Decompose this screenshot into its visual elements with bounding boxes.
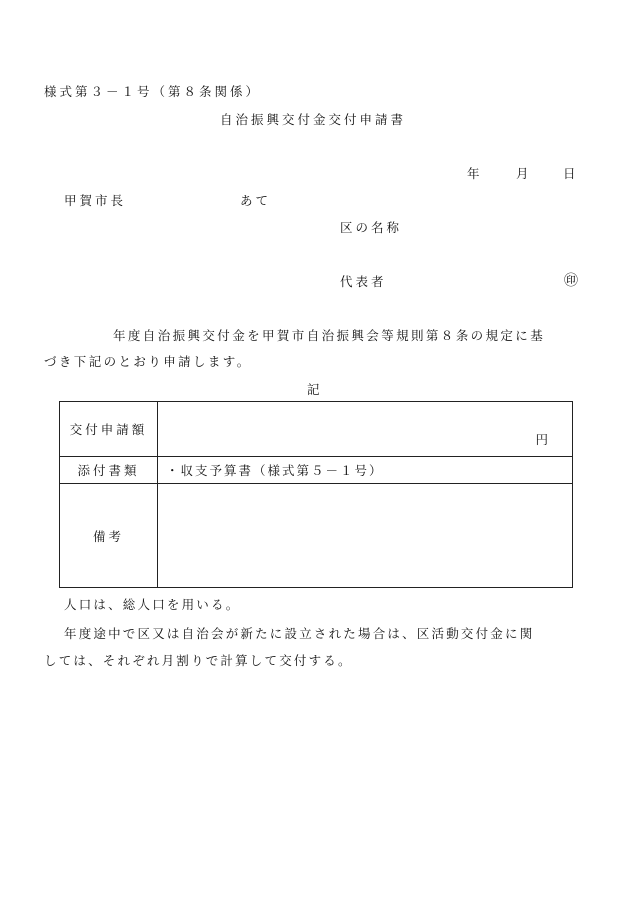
table-row-remarks — [60, 484, 573, 588]
table-row-amount — [60, 402, 573, 457]
remarks-value — [158, 484, 573, 588]
body-text-line-2: づき下記のとおり申請します。 — [44, 354, 252, 369]
remarks-label: 備考 — [60, 484, 158, 588]
attachments-label: 添付書類 — [60, 457, 158, 484]
ki-heading: 記 — [307, 382, 320, 397]
body-text-line-1: 年度自治振興交付金を甲賀市自治振興会等規則第８条の規定に基 — [113, 328, 546, 343]
district-name-label: 区の名称 — [340, 220, 403, 235]
note-population: 人口は、総人口を用いる。 — [64, 597, 241, 612]
table-row-attachments — [60, 457, 573, 484]
date-day: 日 — [563, 166, 576, 181]
representative-label: 代表者 — [340, 274, 387, 289]
form-title: 自治振興交付金交付申請書 — [220, 112, 407, 127]
note-prorate-line-2: しては、それぞれ月割りで計算して交付する。 — [44, 653, 353, 668]
attachments-value: ・収支予算書（様式第５－１号） — [158, 457, 573, 484]
date-month: 月 — [516, 166, 529, 181]
amount-label: 交付申請額 — [60, 402, 158, 457]
yen-unit: 円 — [535, 432, 548, 447]
seal-mark: ㊞ — [564, 273, 578, 289]
application-table — [59, 401, 573, 588]
date-year: 年 — [467, 166, 480, 181]
amount-value-cell — [158, 402, 573, 457]
addressee-suffix: あて — [240, 193, 272, 208]
form-number: 様式第３－１号（第８条関係） — [44, 84, 262, 99]
note-prorate-line-1: 年度途中で区又は自治会が新たに設立された場合は、区活動交付金に関 — [64, 626, 535, 641]
addressee-name: 甲賀市長 — [64, 193, 127, 208]
